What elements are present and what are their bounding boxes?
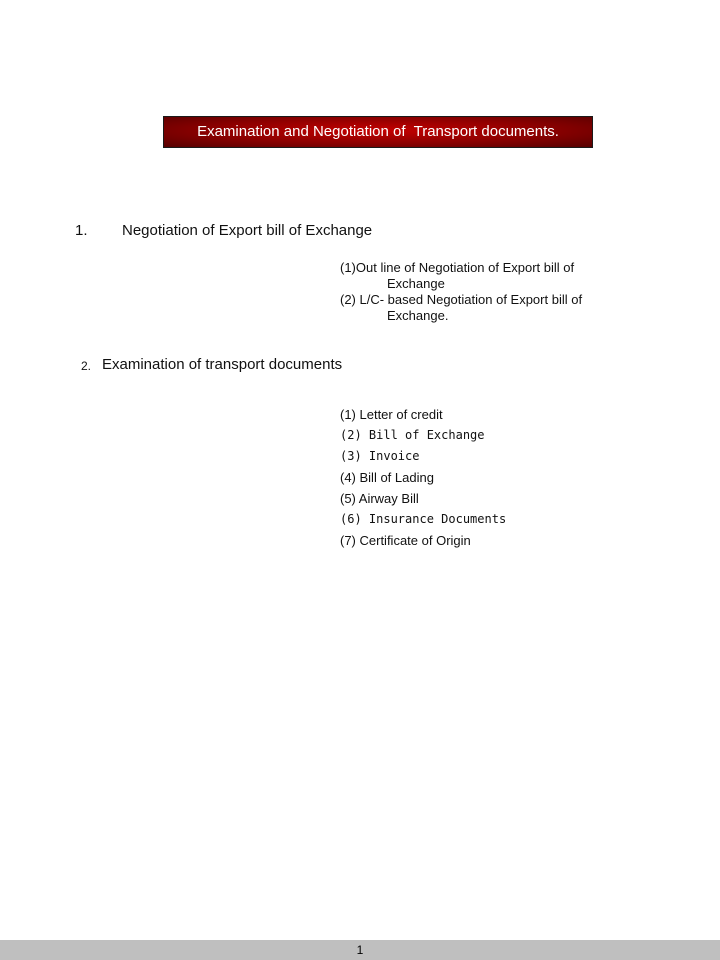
document-title-banner: Examination and Negotiation of Transport documents. bbox=[163, 116, 593, 148]
list-item: (7) Certificate of Origin bbox=[340, 533, 471, 548]
section-1-number: 1. bbox=[75, 222, 88, 239]
list-item bbox=[340, 292, 582, 324]
list-item: (6) Insurance Documents bbox=[340, 512, 507, 526]
list-item bbox=[340, 260, 582, 292]
list-item: (2) Bill of Exchange bbox=[340, 428, 485, 442]
section-1-list bbox=[340, 260, 582, 324]
section-1-heading: Negotiation of Export bill of Exchange bbox=[122, 222, 373, 239]
list-item-line: (1)Out line of Negotiation of Export bill of bbox=[340, 260, 575, 275]
list-item-line: (2) L/C- based Negotiation of Export bill of bbox=[340, 292, 583, 307]
footer-bar bbox=[0, 940, 720, 960]
list-item: (5) Airway Bill bbox=[340, 491, 419, 506]
section-2-number: 2. bbox=[81, 359, 92, 373]
list-item-continuation: Exchange bbox=[387, 276, 445, 291]
list-item: (1) Letter of credit bbox=[340, 407, 443, 422]
list-item-continuation: Exchange. bbox=[387, 308, 449, 323]
list-item: (3) Invoice bbox=[340, 449, 420, 463]
section-2-heading: Examination of transport documents bbox=[102, 356, 343, 373]
page-number: 1 bbox=[356, 943, 364, 957]
section-2-list bbox=[340, 404, 506, 551]
list-item: (4) Bill of Lading bbox=[340, 470, 434, 485]
